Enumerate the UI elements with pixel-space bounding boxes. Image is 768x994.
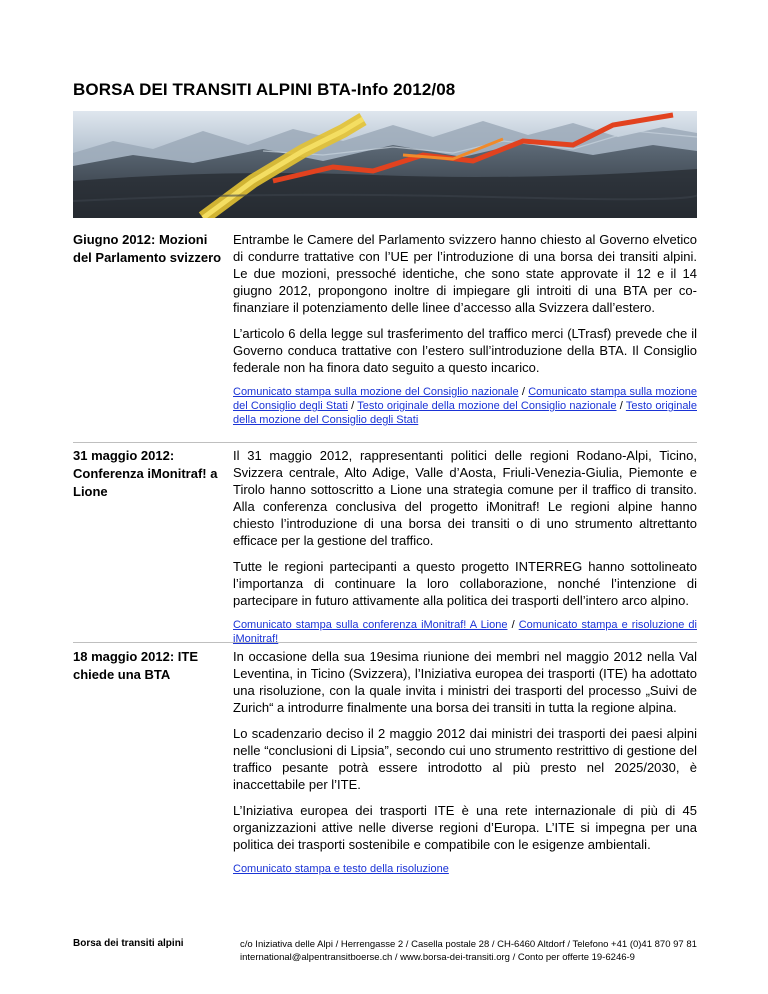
press-release-link[interactable]: Comunicato stampa sulla mozione del Consiglio degli Stati [233, 386, 698, 412]
press-release-link[interactable]: Comunicato stampa sulla conferenza iMonitraf! A Lione [233, 619, 508, 631]
press-release-link[interactable]: Comunicato stampa e testo della risoluzione [233, 863, 449, 875]
section-body [233, 447, 697, 646]
paragraph: L’articolo 6 della legge sul trasferimento del traffico merci (LTrasf) prevede che il Governo conduca trattative con l’estero sull’introduzione della BTA. Il Consiglio federale non ha finora dato seguito a questo incarico. [233, 326, 697, 375]
paragraph: Entrambe le Camere del Parlamento svizzero hanno chiesto al Governo elvetico di condurre trattative con l’UE per l’introduzione di una borsa dei transiti alpini. Le due mozioni, pressoché identiche, che sono state approvate il 12 e il 14 giugno 2012, propongono inoltre di impiegare gli introiti di una BTA per co-finanziare il potenziamento delle linee d’accesso alla Svizzera dall’estero. [233, 232, 697, 315]
section-body [233, 231, 697, 427]
press-release-link[interactable]: Comunicato stampa sulla mozione del Consiglio nazionale [233, 386, 519, 398]
link-list [233, 862, 697, 876]
section-divider [73, 642, 697, 643]
press-release-link[interactable]: Comunicato stampa e risoluzione di iMonitraf! [233, 619, 697, 645]
motion-text-link[interactable]: Testo originale della mozione del Consiglio nazionale [357, 400, 617, 412]
footer-organization: Borsa dei transiti alpini [73, 938, 184, 949]
link-separator: / [511, 619, 515, 631]
footer-contact [240, 938, 710, 964]
link-separator: / [351, 400, 355, 412]
paragraph: L’Iniziativa europea dei trasporti ITE è una rete internazionale di più di 45 organizzazioni attive nelle diverse regioni d’Europa. L’ITE si impegna per una politica dei trasporti sostenibile e compatibile con le esigenze ambientali. [233, 803, 697, 852]
footer-web-email: international@alpentransitboerse.ch / www.borsa-dei-transiti.org / Conto per offerte 19-6246-9 [240, 952, 635, 963]
paragraph: Il 31 maggio 2012, rappresentanti politici delle regioni Rodano-Alpi, Ticino, Svizzera centrale, Alto Adige, Valle d’Aosta, Friuli-Venezia-Giulia, Piemonte e Tirolo hanno sottoscritto a Lione una strategia comune per il traffico di transito. Alla conferenza conclusiva del progetto iMonitraf! Le regioni alpine hanno chiesto l’introduzione di una borsa dei transiti o di uno strumento altrettanto efficace per la gestione del traffico. [233, 448, 697, 548]
banner-image [73, 111, 697, 218]
section-body [233, 648, 697, 876]
link-separator: / [521, 386, 525, 398]
link-separator: / [619, 400, 623, 412]
paragraph: Tutte le regioni partecipanti a questo progetto INTERREG hanno sottolineato l’importanza di continuare la loro collaborazione, nonché l’intenzione di partecipare in futuro attivamente alla politica dei trasporti dell’intero arco alpino. [233, 559, 697, 608]
link-list [233, 385, 697, 427]
paragraph: In occasione della sua 19esima riunione dei membri nel maggio 2012 nella Val Leventina, in Ticino (Svizzera), l’Iniziativa europea dei trasporti (ITE) ha adottato una risoluzione, con la quale invita i ministri dei trasporti del processo „Suivi de Zurich“ a introdurre finalmente una borsa dei transiti in tutta la regione alpina. [233, 649, 697, 715]
section-heading: 31 maggio 2012: Conferenza iMonitraf! a Lione [73, 448, 218, 499]
document-title: BORSA DEI TRANSITI ALPINI BTA-Info 2012/08 [73, 80, 456, 99]
footer-address: c/o Iniziativa delle Alpi / Herrengasse 2 / Casella postale 28 / CH-6460 Altdorf / Telefono +41 (0)41 870 97 81 [240, 939, 697, 950]
motion-text-link[interactable]: Testo originale della mozione del Consiglio degli Stati [233, 400, 697, 426]
section-heading: Giugno 2012: Mozioni del Parlamento svizzero [73, 232, 222, 265]
section-heading: 18 maggio 2012: ITE chiede una BTA [73, 649, 198, 682]
mountain-roads-illustration [73, 111, 697, 218]
section-divider [73, 442, 697, 443]
paragraph: Lo scadenzario deciso il 2 maggio 2012 dai ministri dei trasporti dei paesi alpini nelle “conclusioni di Lipsia”, secondo cui uno strumento restrittivo di gestione del traffico pesante potrà essere introdotto al più presto nel 2025/2030, è inaccettabile per l’ITE. [233, 726, 697, 792]
